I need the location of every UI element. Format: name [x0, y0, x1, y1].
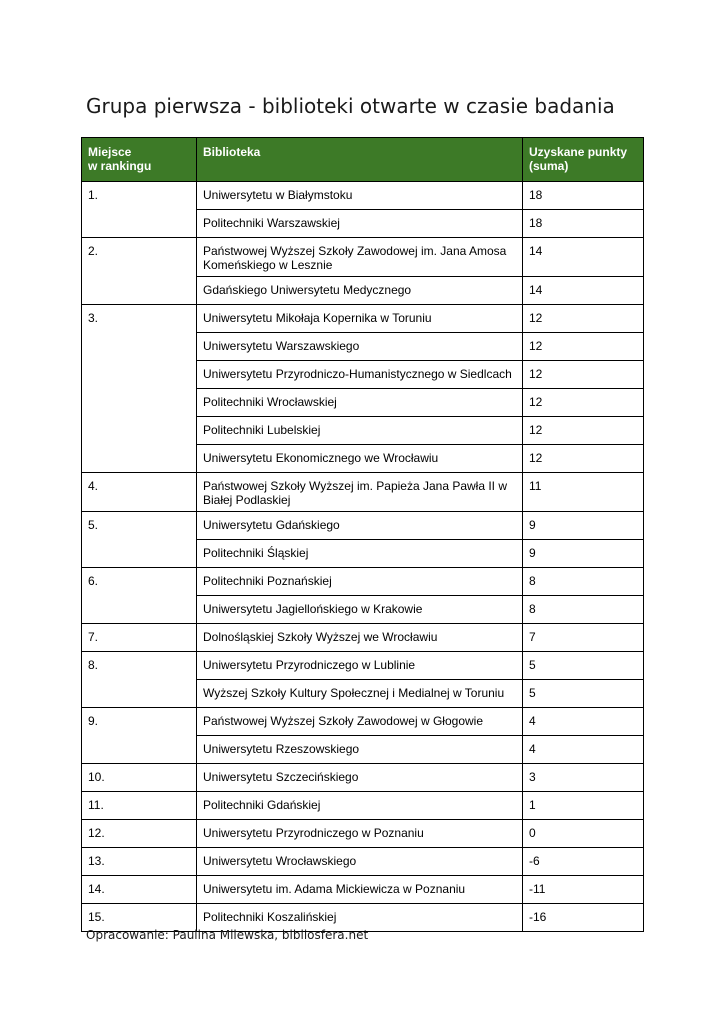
library-name-cell: Politechniki Gdańskiej — [197, 792, 523, 820]
points-cell: 12 — [523, 445, 644, 473]
points-cell: 9 — [523, 540, 644, 568]
table-row — [82, 792, 644, 820]
points-cell: -11 — [523, 876, 644, 904]
table-row — [82, 238, 644, 277]
header-library: Biblioteka — [197, 138, 523, 182]
points-cell: 12 — [523, 417, 644, 445]
table-row — [82, 764, 644, 792]
points-cell: 12 — [523, 305, 644, 333]
points-cell: 8 — [523, 568, 644, 596]
points-cell: 12 — [523, 361, 644, 389]
library-name-cell: Wyższej Szkoły Kultury Społecznej i Medialnej w Toruniu — [197, 680, 523, 708]
rank-place-cell: 2. — [82, 238, 197, 305]
table-row — [82, 473, 644, 512]
library-name-cell: Politechniki Poznańskiej — [197, 568, 523, 596]
points-cell: 14 — [523, 277, 644, 305]
library-name-cell: Uniwersytetu Gdańskiego — [197, 512, 523, 540]
table-row — [82, 876, 644, 904]
rank-place-cell: 8. — [82, 652, 197, 708]
table-row — [82, 512, 644, 540]
points-cell: -16 — [523, 904, 644, 932]
library-name-cell: Politechniki Wrocławskiej — [197, 389, 523, 417]
table-row — [82, 652, 644, 680]
points-cell: 12 — [523, 389, 644, 417]
library-name-cell: Gdańskiego Uniwersytetu Medycznego — [197, 277, 523, 305]
points-cell: 18 — [523, 210, 644, 238]
ranking-table-body — [82, 182, 644, 932]
table-row — [82, 305, 644, 333]
ranking-table — [81, 137, 644, 932]
rank-place-cell: 9. — [82, 708, 197, 764]
points-cell: 4 — [523, 736, 644, 764]
library-name-cell: Uniwersytetu Szczecińskiego — [197, 764, 523, 792]
header-place-line1: Miejsce — [88, 145, 132, 159]
rank-place-cell: 3. — [82, 305, 197, 473]
points-cell: 0 — [523, 820, 644, 848]
rank-place-cell: 11. — [82, 792, 197, 820]
points-cell: 5 — [523, 680, 644, 708]
points-cell: 4 — [523, 708, 644, 736]
library-name-cell: Uniwersytetu w Białymstoku — [197, 182, 523, 210]
library-name-cell: Uniwersytetu im. Adama Mickiewicza w Poznaniu — [197, 876, 523, 904]
library-name-cell: Dolnośląskiej Szkoły Wyższej we Wrocławiu — [197, 624, 523, 652]
library-name-cell: Uniwersytetu Przyrodniczo-Humanistycznego w Siedlcach — [197, 361, 523, 389]
table-row — [82, 848, 644, 876]
points-cell: 14 — [523, 238, 644, 277]
points-cell: 12 — [523, 333, 644, 361]
rank-place-cell: 15. — [82, 904, 197, 932]
library-name-cell: Państwowej Wyższej Szkoły Zawodowej im. Jana Amosa Komeńskiego w Lesznie — [197, 238, 523, 277]
header-points — [523, 138, 644, 182]
library-name-cell: Uniwersytetu Jagiellońskiego w Krakowie — [197, 596, 523, 624]
source-note: Opracowanie: Paulina Milewska, bibliosfera.net — [86, 928, 369, 942]
rank-place-cell: 5. — [82, 512, 197, 568]
rank-place-cell: 13. — [82, 848, 197, 876]
library-name-cell: Uniwersytetu Warszawskiego — [197, 333, 523, 361]
rank-place-cell: 10. — [82, 764, 197, 792]
library-name-cell: Uniwersytetu Ekonomicznego we Wrocławiu — [197, 445, 523, 473]
page-title: Grupa pierwsza - biblioteki otwarte w czasie badania — [86, 94, 615, 118]
library-name-cell: Uniwersytetu Mikołaja Kopernika w Toruniu — [197, 305, 523, 333]
table-row — [82, 624, 644, 652]
library-name-cell: Uniwersytetu Przyrodniczego w Poznaniu — [197, 820, 523, 848]
header-points-line2: (suma) — [529, 159, 569, 173]
library-name-cell: Politechniki Koszalińskiej — [197, 904, 523, 932]
header-place — [82, 138, 197, 182]
rank-place-cell: 12. — [82, 820, 197, 848]
table-row — [82, 708, 644, 736]
points-cell: 5 — [523, 652, 644, 680]
points-cell: 18 — [523, 182, 644, 210]
library-name-cell: Politechniki Lubelskiej — [197, 417, 523, 445]
library-name-cell: Państwowej Wyższej Szkoły Zawodowej w Głogowie — [197, 708, 523, 736]
table-row — [82, 182, 644, 210]
points-cell: 8 — [523, 596, 644, 624]
rank-place-cell: 7. — [82, 624, 197, 652]
library-name-cell: Politechniki Śląskiej — [197, 540, 523, 568]
table-header-row — [82, 138, 644, 182]
library-name-cell: Uniwersytetu Przyrodniczego w Lublinie — [197, 652, 523, 680]
points-cell: 9 — [523, 512, 644, 540]
points-cell: 7 — [523, 624, 644, 652]
table-row — [82, 568, 644, 596]
library-name-cell: Państwowej Szkoły Wyższej im. Papieża Jana Pawła II w Białej Podlaskiej — [197, 473, 523, 512]
points-cell: 3 — [523, 764, 644, 792]
library-name-cell: Uniwersytetu Rzeszowskiego — [197, 736, 523, 764]
library-name-cell: Uniwersytetu Wrocławskiego — [197, 848, 523, 876]
rank-place-cell: 1. — [82, 182, 197, 238]
rank-place-cell: 6. — [82, 568, 197, 624]
points-cell: 11 — [523, 473, 644, 512]
header-points-line1: Uzyskane punkty — [529, 145, 628, 159]
rank-place-cell: 4. — [82, 473, 197, 512]
points-cell: 1 — [523, 792, 644, 820]
table-row — [82, 820, 644, 848]
library-name-cell: Politechniki Warszawskiej — [197, 210, 523, 238]
header-place-line2: w rankingu — [88, 159, 152, 173]
rank-place-cell: 14. — [82, 876, 197, 904]
points-cell: -6 — [523, 848, 644, 876]
